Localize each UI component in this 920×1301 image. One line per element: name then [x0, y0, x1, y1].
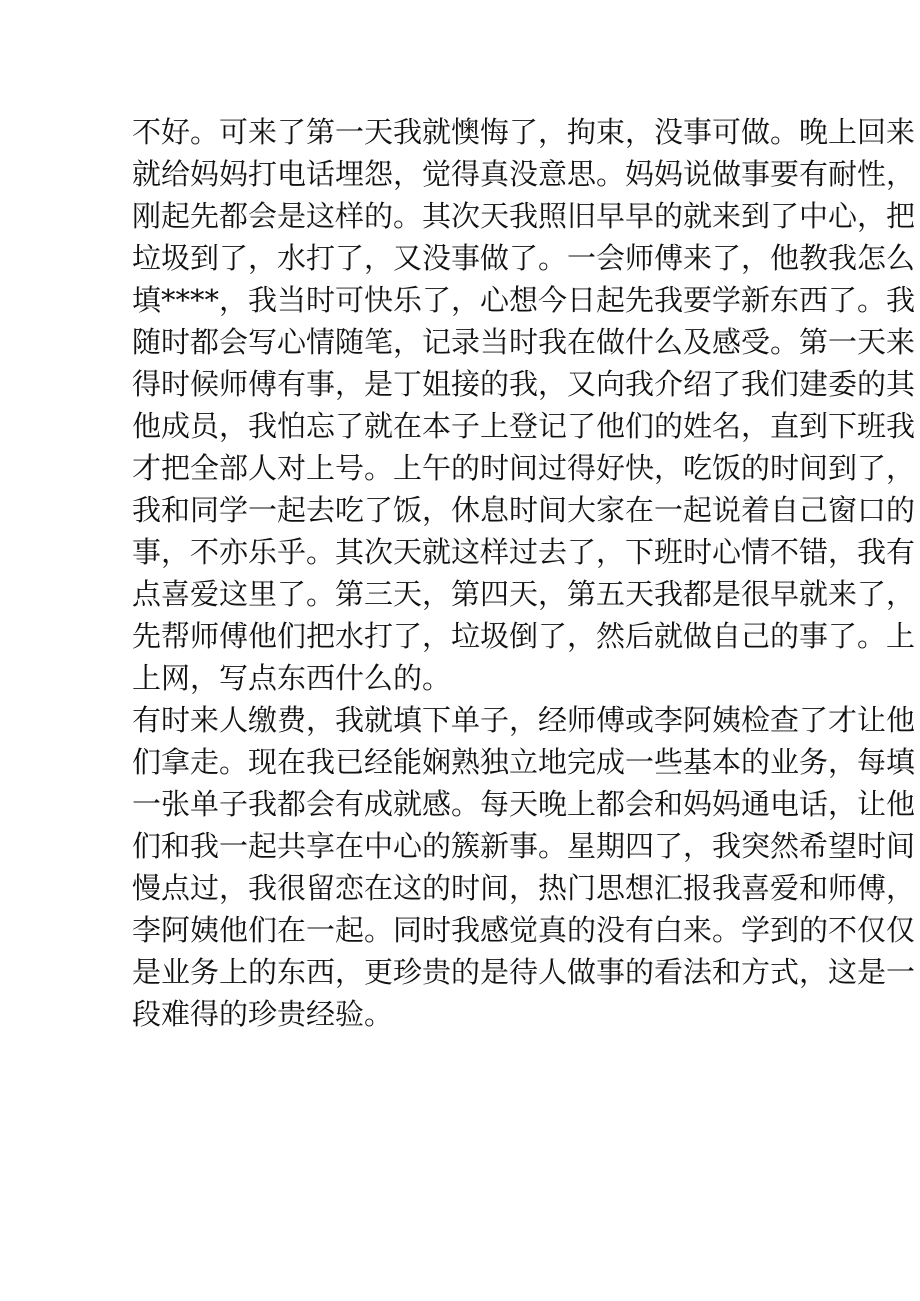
text-line: 垃圾到了，水打了，又没事做了。一会师傅来了，他教我怎么	[132, 241, 916, 275]
text-line: 有时来人缴费，我就填下单子，经师傅或李阿姨检查了才让他	[132, 703, 916, 737]
text-line: 得时候师傅有事，是丁姐接的我，又向我介绍了我们建委的其	[132, 367, 916, 401]
text-line: 不好。可来了第一天我就懊悔了，拘束，没事可做。晚上回来	[132, 115, 916, 149]
paragraph-2	[132, 699, 916, 1035]
document-body	[132, 111, 916, 1035]
text-line: 我和同学一起去吃了饭，休息时间大家在一起说着自己窗口的	[132, 493, 916, 527]
text-line: 事，不亦乐乎。其次天就这样过去了，下班时心情不错，我有	[132, 535, 916, 569]
text-line: 先帮师傅他们把水打了，垃圾倒了，然后就做自己的事了。上	[132, 619, 916, 653]
text-line: 点喜爱这里了。第三天，第四天，第五天我都是很早就来了，	[132, 577, 916, 611]
text-line: 刚起先都会是这样的。其次天我照旧早早的就来到了中心，把	[132, 199, 916, 233]
text-line: 上网，写点东西什么的。	[132, 661, 452, 695]
text-line: 们拿走。现在我已经能娴熟独立地完成一些基本的业务，每填	[132, 745, 916, 779]
text-line: 填****，我当时可快乐了，心想今日起先我要学新东西了。我	[132, 283, 916, 317]
text-line: 段难得的珍贵经验。	[132, 997, 394, 1031]
text-line: 们和我一起共享在中心的簇新事。星期四了，我突然希望时间	[132, 829, 916, 863]
paragraph-1	[132, 111, 916, 699]
text-line: 他成员，我怕忘了就在本子上登记了他们的姓名，直到下班我	[132, 409, 916, 443]
text-line: 才把全部人对上号。上午的时间过得好快，吃饭的时间到了，	[132, 451, 916, 485]
text-line: 李阿姨他们在一起。同时我感觉真的没有白来。学到的不仅仅	[132, 913, 916, 947]
text-line: 一张单子我都会有成就感。每天晚上都会和妈妈通电话，让他	[132, 787, 916, 821]
text-line: 就给妈妈打电话埋怨，觉得真没意思。妈妈说做事要有耐性，	[132, 157, 916, 191]
text-line: 随时都会写心情随笔，记录当时我在做什么及感受。第一天来	[132, 325, 916, 359]
text-line: 是业务上的东西，更珍贵的是待人做事的看法和方式，这是一	[132, 955, 916, 989]
text-line: 慢点过，我很留恋在这的时间，热门思想汇报我喜爱和师傅，	[132, 871, 916, 905]
